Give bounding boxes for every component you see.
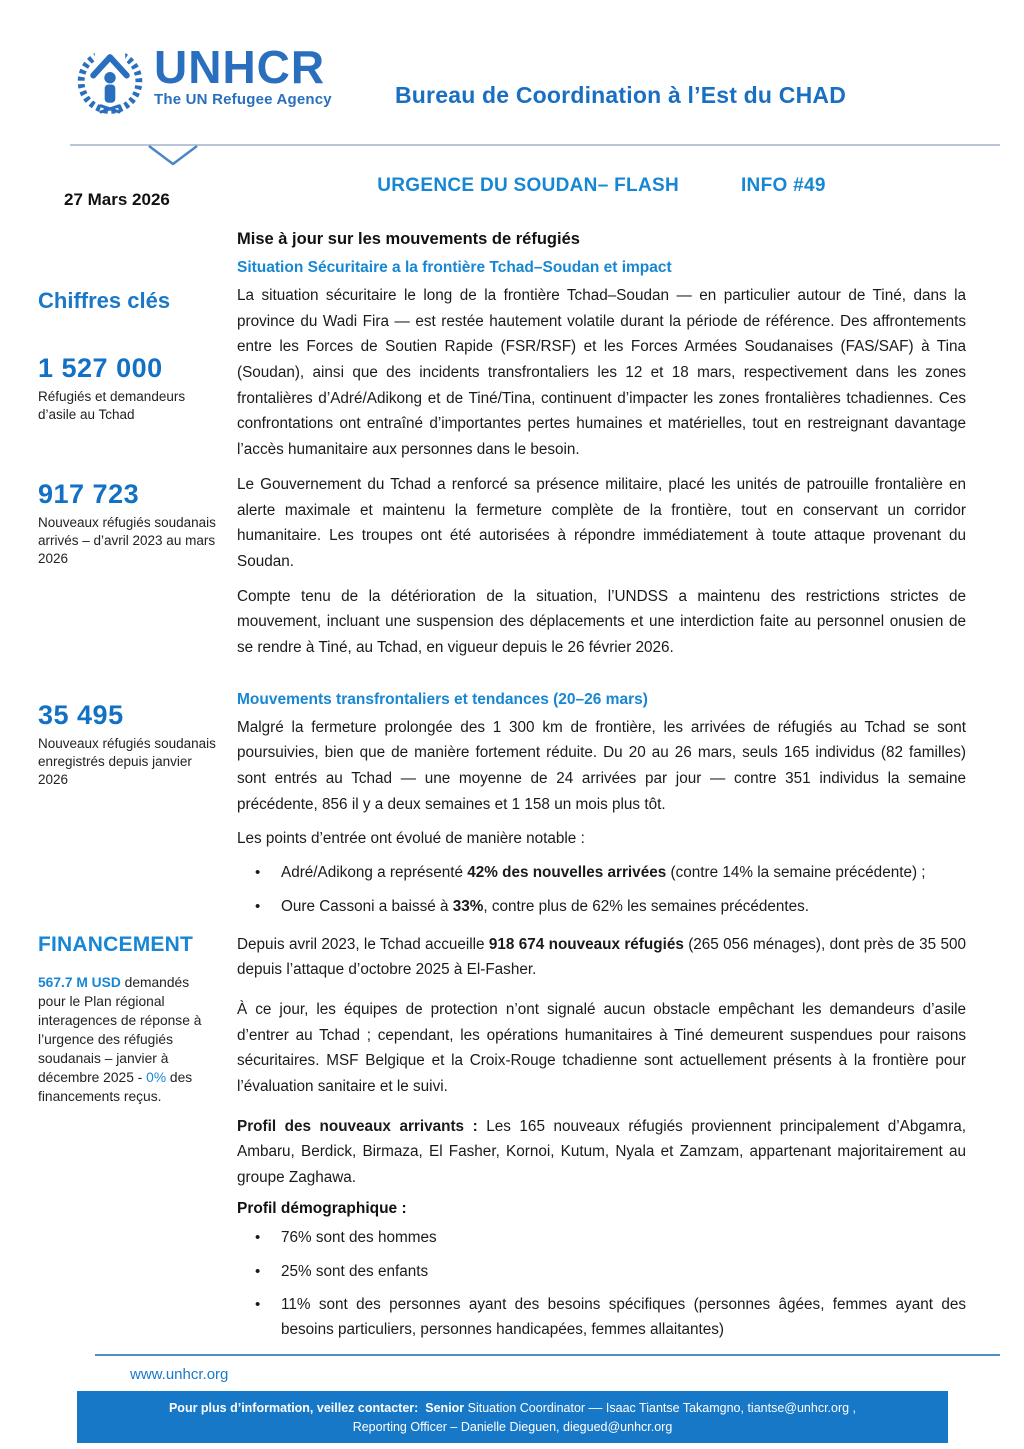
figure-value: 1 527 000	[38, 353, 163, 383]
key-figures-title: Chiffres clés	[38, 288, 171, 313]
figure-label: Nouveaux réfugiés soudanais arrivés – d’avril 2023 au mars 2026	[38, 515, 216, 567]
paragraph-bold: 918 674 nouveaux réfugiés	[488, 935, 684, 953]
list-item	[237, 895, 966, 920]
funding-percent: 0%	[146, 1070, 167, 1086]
logo-text	[154, 41, 332, 108]
flash-issue-number: INFO #49	[740, 175, 826, 196]
figure-value: 917 723	[38, 479, 140, 509]
list-item: • 25% sont des enfants	[237, 1260, 966, 1285]
logo-subtitle: The UN Refugee Agency	[154, 91, 332, 108]
paragraph-profil-arrivants	[237, 1114, 966, 1191]
contact-intro: Pour plus d’information, veillez contacter:	[168, 1401, 419, 1415]
page-title: Bureau de Coordination à l’Est du CHAD	[395, 82, 847, 108]
entry-points-list	[237, 861, 966, 920]
main-content	[237, 230, 966, 1355]
bullet-text: Oure Cassoni a baissé à	[281, 897, 453, 915]
logo-wordmark: UNHCR	[154, 41, 326, 93]
section1-paragraph2: Le Gouvernement du Tchad a renforcé sa présence militaire, placé les unités de patrouille frontalière en alerte maximale et maintenu la fermeture complète de la frontière, tout en conservant un corridor humanitaire. Les troupes ont été autorisées à répondre immédiatement à toute attaque provenant du Soudan.	[237, 475, 966, 570]
figure-registered-since-jan	[38, 700, 216, 790]
list-item: • 11% sont des personnes ayant des besoins spécifiques (personnes âgées, femmes ayant des besoins particuliers, personnes handicapées, femmes allaitantes)	[237, 1293, 966, 1343]
list-item: • 76% sont des hommes	[237, 1226, 966, 1251]
chevron-down-icon	[145, 138, 201, 170]
funding-text-part2: des financements reçus.	[38, 1070, 193, 1105]
section2-paragraph1: Malgré la fermeture prolongée des 1 300 km de frontière, les arrivées de réfugiés au Tchad se sont poursuivies, bien que de manière fortement réduite. Du 20 au 26 mars, seuls 165 individus (82 familles) sont entrés au Tchad — une moyenne de 24 arrivées par jour — contre 351 individus la semaine précédente, 856 il y a deux semaines et 1 158 un mois plus tôt.	[237, 718, 966, 813]
flash-title: URGENCE DU SOUDAN– FLASH	[377, 175, 679, 196]
demographic-list	[237, 1226, 966, 1343]
contact-line1	[77, 1399, 948, 1418]
paragraph-bold: Profil des nouveaux arrivants :	[237, 1117, 478, 1135]
paragraph-text: Depuis avril 2023, le Tchad accueille	[237, 935, 489, 953]
figure-new-arrivals-since-2023	[38, 479, 216, 569]
bullet-text: , contre plus de 62% les semaines précédentes.	[483, 897, 810, 915]
footer-contact-bar	[77, 1391, 948, 1443]
contact-line2: Reporting Officer – Danielle Dieguen, diegued@unhcr.org	[352, 1420, 673, 1435]
figure-total-refugees	[38, 353, 216, 424]
bullet-text: Adré/Adikong a représenté	[281, 864, 468, 882]
report-date: 27 Mars 2026	[64, 190, 170, 209]
bullet-bold: 42% des nouvelles arrivées	[467, 864, 667, 882]
paragraph-depuis-avril	[237, 932, 966, 983]
flash-title-row	[237, 175, 966, 197]
funding-text-part1: demandés pour le Plan régional interagences de réponse à l’urgence des réfugiés soudanais – janvier à décembre 2025 -	[38, 975, 202, 1086]
figure-value: 35 495	[38, 700, 124, 730]
list-item	[237, 861, 966, 886]
section2-heading: Mouvements transfrontaliers et tendances (20–26 mars)	[237, 690, 648, 708]
header-divider	[70, 144, 1000, 146]
bullet-text: (contre 14% la semaine précédente) ;	[666, 864, 926, 882]
paragraph-a-ce-jour: À ce jour, les équipes de protection n’ont signalé aucun obstacle empêchant les demandeurs d’asile d’entrer au Tchad ; cependant, les opérations humanitaires à Tiné demeurent suspendues pour raisons sécuritaires. MSF Belgique et la Croix-Rouge tchadienne sont actuellement présents à la frontière pour l’évaluation sanitaire et le suivi.	[237, 1000, 966, 1096]
funding-text	[38, 973, 210, 1106]
funding-amount: 567.7 M USD	[38, 975, 121, 990]
paragraph-text: Les 165 nouveaux réfugiés proviennent principalement d’Abgamra, Ambaru, Berdick, Birmaza, El Fasher, Kornoi, Kutum, Nyala et Zamzam, appartenant majoritairement au groupe Zaghawa.	[237, 1117, 966, 1187]
section1-paragraph3: Compte tenu de la détérioration de la situation, l’UNDSS a maintenu des restrictions strictes de mouvement, incluant une suspension des déplacements et une interdiction faite au personnel onusien de se rendre à Tiné, au Tchad, en vigueur depuis le 26 février 2026.	[237, 587, 966, 656]
contact-line1-rest: Situation Coordinator –– Isaac Tiantse Takamgno, tiantse@unhcr.org ,	[464, 1401, 857, 1415]
figure-label: Réfugiés et demandeurs d’asile au Tchad	[38, 389, 186, 423]
figure-label: Nouveaux réfugiés soudanais enregistrés depuis janvier 2026	[38, 736, 216, 788]
unhcr-logo	[72, 42, 332, 118]
demographic-profile-heading: Profil démographique :	[237, 1199, 407, 1217]
footer-divider	[95, 1354, 1000, 1356]
funding-title: FINANCEMENT	[38, 933, 194, 956]
bullet-bold: 33%	[452, 897, 484, 915]
unhcr-emblem-icon	[72, 42, 148, 118]
section2-paragraph2: Les points d’entrée ont évolué de manière notable :	[237, 830, 585, 848]
contact-senior: Senior	[425, 1401, 465, 1415]
paragraph-text: (265 056 ménages), dont près de 35 500 depuis l’attaque d’octobre 2025 à El-Fasher.	[237, 935, 966, 979]
section1-heading: Situation Sécuritaire a la frontière Tchad–Soudan et impact	[237, 259, 672, 276]
main-title: Mise à jour sur les mouvements de réfugiés	[237, 230, 580, 248]
unhcr-website-link[interactable]: www.unhcr.org	[130, 1366, 229, 1383]
section1-paragraph1: La situation sécuritaire le long de la frontière Tchad–Soudan — en particulier autour de Tiné, dans la province du Wadi Fira — est restée hautement volatile durant la période de référence. Des affrontements entre les Forces de Soutien Rapide (FSR/RSF) et les Forces Armées Soudanaises (FAS/SAF) à Tina (Soudan), ainsi que des incidents transfrontaliers les 12 et 18 mars, respectivement dans les zones frontalières d’Adré/Adikong et de Tiné/Tina, continuent d’impacter les zones frontalières tchadiennes. Ces confrontations ont entraîné d’importantes pertes humaines et matérielles, tout en restreignant davantage l’accès humanitaire aux personnes dans le besoin.	[237, 287, 966, 459]
